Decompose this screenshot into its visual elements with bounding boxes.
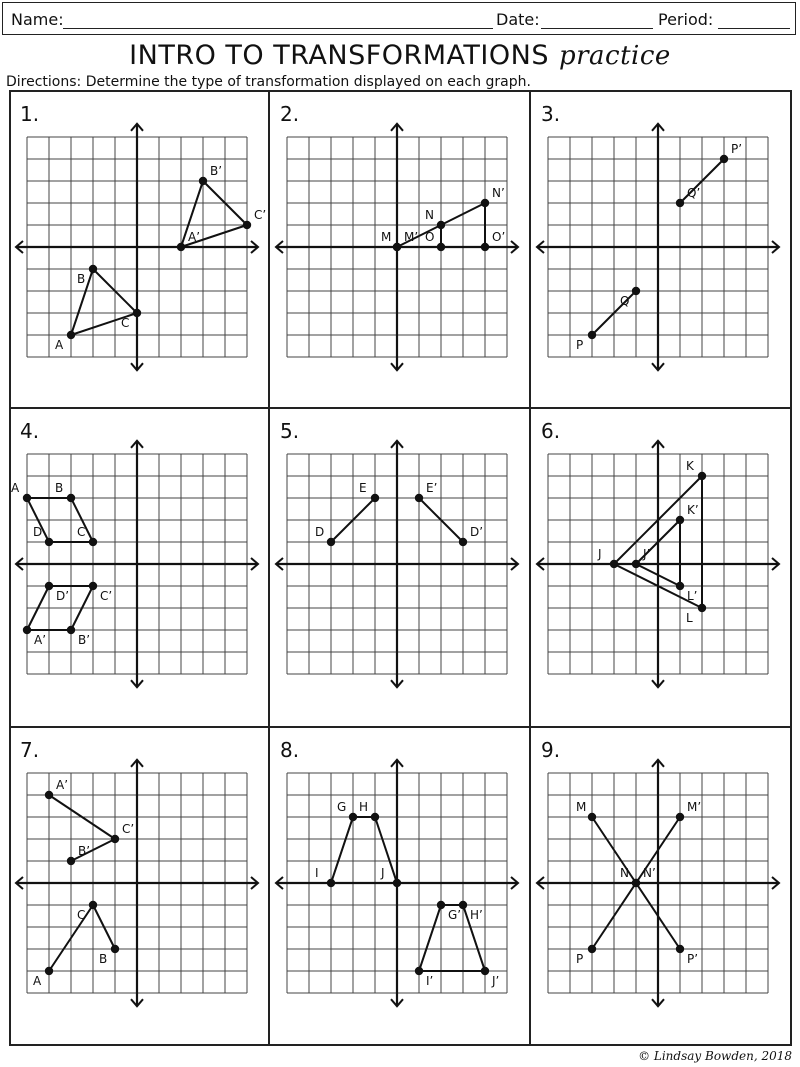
point-label: A (11, 481, 20, 495)
point-C’ (89, 582, 97, 590)
name-field[interactable] (63, 28, 493, 29)
problem-6 (531, 409, 789, 724)
point-label: E (359, 481, 367, 495)
problem-8 (270, 728, 528, 1043)
date-label: Date: (496, 10, 540, 29)
page-title (0, 40, 800, 71)
point-A’ (45, 791, 53, 799)
axes (16, 441, 258, 687)
point-A (23, 494, 31, 502)
point-D’ (45, 582, 53, 590)
point-P’ (676, 945, 684, 953)
point-A’ (23, 626, 31, 634)
problem-4 (10, 409, 268, 724)
point-I’ (415, 967, 423, 975)
point-H’ (459, 901, 467, 909)
title-script: practice (558, 41, 671, 71)
point-label: N (425, 208, 434, 222)
point-label: M’ (687, 800, 702, 814)
problem-number: 2. (280, 102, 300, 126)
point-label: P’ (687, 952, 699, 966)
problem-number: 6. (541, 419, 561, 443)
problem-number: 8. (280, 738, 300, 762)
problem-number: 3. (541, 102, 561, 126)
point-L’ (676, 582, 684, 590)
coordinate-grid (10, 409, 268, 724)
point-label: P (576, 952, 584, 966)
problem-7 (10, 728, 268, 1043)
point-label: J’ (492, 974, 500, 988)
problem-number: 1. (20, 102, 40, 126)
point-A (45, 967, 53, 975)
point-label: C’ (122, 822, 135, 836)
problem-number: 7. (20, 738, 40, 762)
problem-1 (10, 92, 268, 407)
point-J (393, 879, 401, 887)
point-label: A’ (188, 230, 201, 244)
problem-number: 5. (280, 419, 300, 443)
point-label: C’ (100, 589, 113, 603)
point-M (588, 813, 596, 821)
point-label: H’ (470, 908, 483, 922)
point-D (45, 538, 53, 546)
point-label: P (576, 338, 584, 352)
period-label: Period: (658, 10, 714, 29)
point-P (588, 331, 596, 339)
coordinate-grid (531, 92, 789, 407)
point-label: B (55, 481, 64, 495)
point-C (133, 309, 141, 317)
point-label: A’ (56, 778, 69, 792)
point-P’ (720, 155, 728, 163)
point-label: O (425, 230, 435, 244)
point-label: J (598, 547, 602, 561)
point-label: J’ (643, 547, 651, 561)
problem-2 (270, 92, 528, 407)
copyright: © Lindsay Bowden, 2018 (638, 1049, 792, 1063)
point-label: G (337, 800, 347, 814)
point-label: D’ (56, 589, 70, 603)
problem-5 (270, 409, 528, 724)
coordinate-grid (531, 409, 789, 724)
problem-number: 4. (20, 419, 40, 443)
point-label: M (381, 230, 392, 244)
point-label: E’ (426, 481, 438, 495)
point-H (371, 813, 379, 821)
point-C’ (111, 835, 119, 843)
point-B (111, 945, 119, 953)
point-label: M’ (404, 230, 419, 244)
header-box (2, 2, 796, 35)
coordinate-grid (270, 92, 528, 407)
point-label: I (315, 866, 319, 880)
axes (537, 760, 779, 1006)
segment-HJ (375, 817, 397, 883)
name-label: Name: (11, 10, 64, 29)
point-label: L (686, 611, 693, 625)
point-label: P’ (731, 142, 743, 156)
directions: Directions: Determine the type of transformation displayed on each graph. (6, 74, 531, 90)
date-field[interactable] (541, 28, 653, 29)
point-M’ (393, 243, 401, 251)
point-label: K (686, 459, 694, 473)
point-B (89, 265, 97, 273)
point-label: D (315, 525, 325, 539)
problem-3 (531, 92, 789, 407)
point-K’ (676, 516, 684, 524)
point-label: B’ (78, 633, 91, 647)
point-label: J (381, 866, 385, 880)
point-label: K’ (687, 503, 699, 517)
point-M’ (676, 813, 684, 821)
segment-I’G’ (419, 905, 441, 971)
point-O (437, 243, 445, 251)
point-label: Q (620, 294, 630, 308)
point-label: D (33, 525, 43, 539)
point-label: Q’ (687, 186, 701, 200)
point-L (698, 604, 706, 612)
point-O’ (481, 243, 489, 251)
point-J (610, 560, 618, 568)
point-label: L’ (687, 589, 698, 603)
point-label: A (33, 974, 42, 988)
point-label: B’ (210, 164, 223, 178)
point-label: G’ (448, 908, 462, 922)
point-B’ (67, 857, 75, 865)
axes (537, 441, 779, 687)
point-label: B (99, 952, 108, 966)
point-P (588, 945, 596, 953)
point-label: M (576, 800, 587, 814)
point-G (349, 813, 357, 821)
point-label: H (359, 800, 369, 814)
coordinate-grid (270, 728, 528, 1043)
point-K (698, 472, 706, 480)
point-Q (632, 287, 640, 295)
point-I (327, 879, 335, 887)
point-label: A’ (34, 633, 47, 647)
point-label: B’ (78, 844, 91, 858)
point-A (67, 331, 75, 339)
point-label: N’ (492, 186, 505, 200)
axes (276, 441, 518, 687)
point-label: I’ (426, 974, 434, 988)
point-D (327, 538, 335, 546)
point-A’ (177, 243, 185, 251)
point-C (89, 901, 97, 909)
problem-9 (531, 728, 789, 1043)
point-label: C (77, 908, 86, 922)
problem-number: 9. (541, 738, 561, 762)
title-main: INTRO TO TRANSFORMATIONS (129, 40, 549, 71)
point-B’ (67, 626, 75, 634)
point-N’ (632, 879, 640, 887)
period-field[interactable] (718, 28, 790, 29)
coordinate-grid (10, 728, 268, 1043)
point-J’ (632, 560, 640, 568)
point-label: C (77, 525, 86, 539)
point-label: N (620, 866, 629, 880)
point-E’ (415, 494, 423, 502)
point-D’ (459, 538, 467, 546)
coordinate-grid (10, 92, 268, 407)
point-label: B (77, 272, 86, 286)
segment-IG (331, 817, 353, 883)
axes (16, 124, 258, 370)
point-N (437, 221, 445, 229)
point-label: N’ (643, 866, 656, 880)
coordinate-grid (531, 728, 789, 1043)
point-J’ (481, 967, 489, 975)
axes (537, 124, 779, 370)
point-label: O’ (492, 230, 506, 244)
point-label: C’ (254, 208, 267, 222)
point-B’ (199, 177, 207, 185)
point-Q’ (676, 199, 684, 207)
point-E (371, 494, 379, 502)
point-G’ (437, 901, 445, 909)
coordinate-grid (270, 409, 528, 724)
point-B (67, 494, 75, 502)
point-N’ (481, 199, 489, 207)
point-label: D’ (470, 525, 484, 539)
point-C’ (243, 221, 251, 229)
point-label: C (121, 316, 130, 330)
point-label: A (55, 338, 64, 352)
point-C (89, 538, 97, 546)
